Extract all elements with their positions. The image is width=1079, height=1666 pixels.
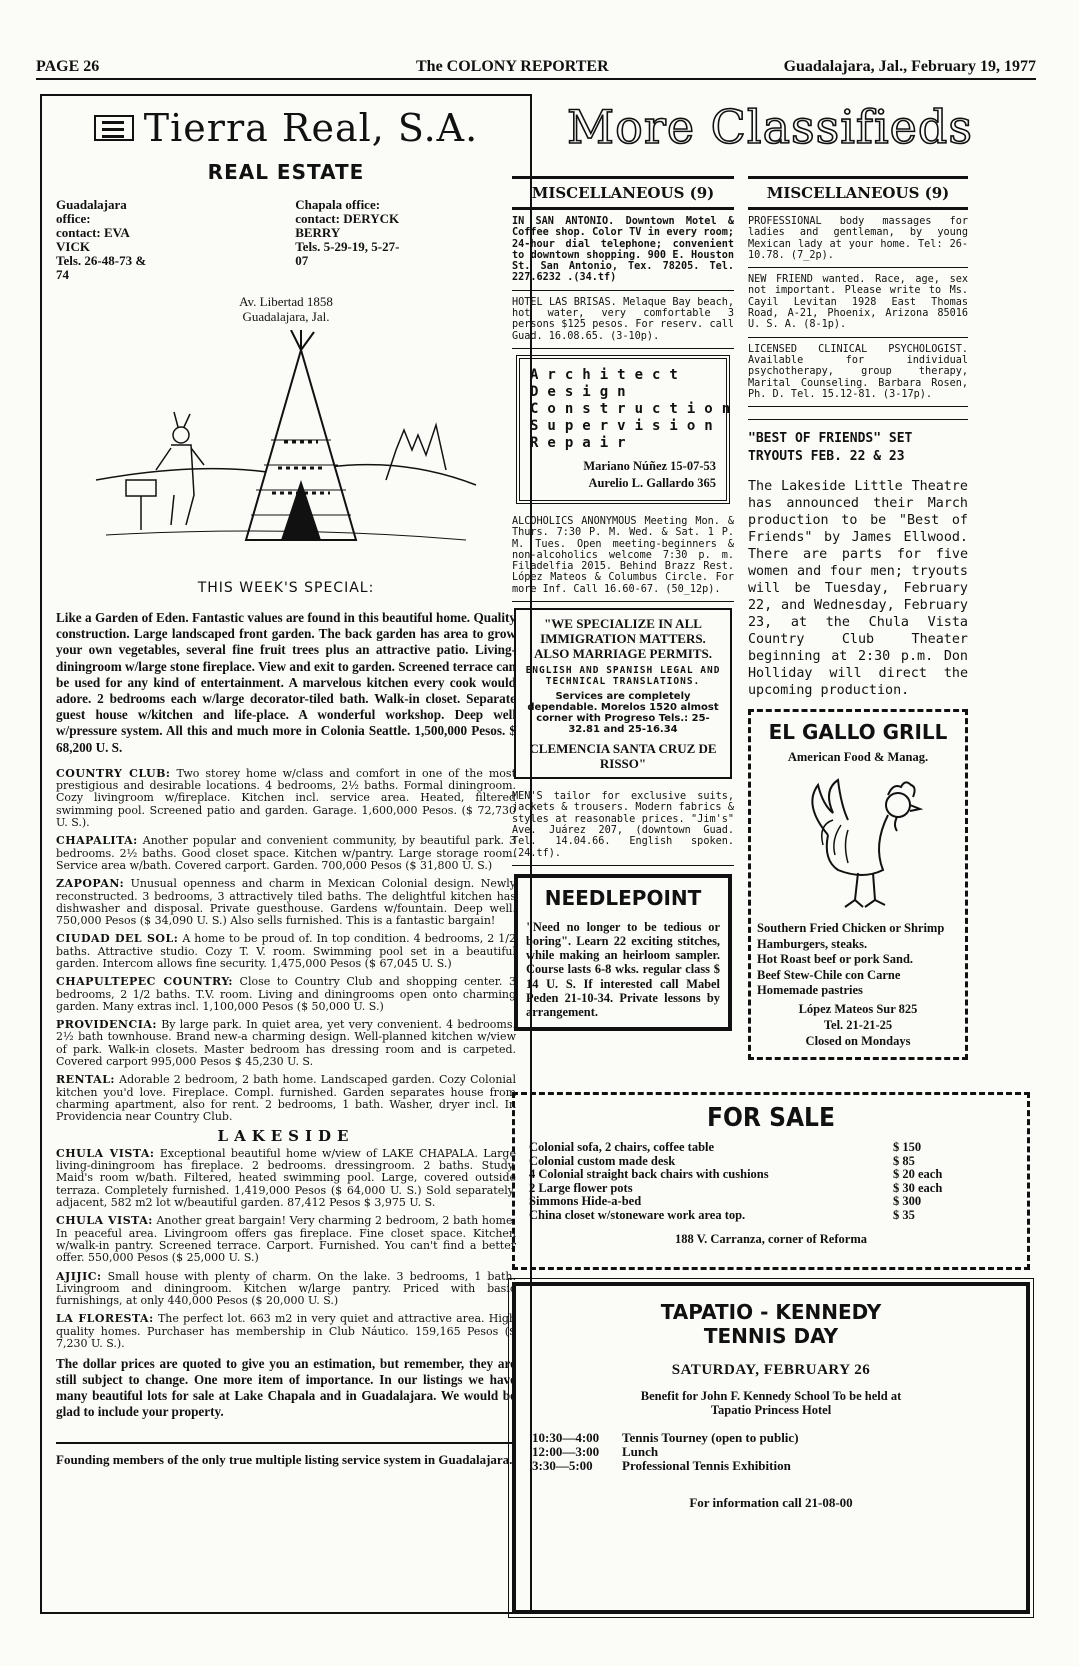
listing-name: AJIJIC: xyxy=(56,1269,102,1283)
address-line: Guadalajara, Jal. xyxy=(242,309,330,324)
listing xyxy=(56,1271,516,1308)
table-row xyxy=(529,1182,1013,1196)
listing-text: Two storey home w/class and comfort in one of the most prestigious and desirable locations. 4 bedrooms, 2½ baths. Formal diningroom. Cozy livingroom w/fireplace. Kitchen incl. service area. Heated, filtered swimming pool. Screened patio and garden. Garage. 1,600,000 Pesos. ($ 72,730 U. S.). xyxy=(56,766,516,830)
tennis-benefit: Benefit for John F. Kennedy School To be held at Tapatio Princess Hotel xyxy=(640,1389,902,1417)
listing xyxy=(56,976,516,1013)
listing-text: Exceptional beautiful home w/view of LAKE CHAPALA. Large living-diningroom has fireplace. 2 bedrooms. dressingroom. 2 baths. Study. Maid's room w/bath. Filtered, heated swimming pool. Large, covered outside terraza. Completely furnished. 1,419,000 Pesos ($ 64,000 U. S.) Sold separately, adjacent, 582 m2 lot w/beautiful garden. 87,412 Pesos $ 3,975 U. S. xyxy=(56,1146,516,1210)
for-sale-ad xyxy=(512,1092,1030,1270)
schedule-time: 12:00—3:00 xyxy=(532,1444,600,1459)
grill-menu xyxy=(757,921,959,999)
listing xyxy=(56,933,516,970)
office-line: Chapala office: xyxy=(295,197,381,212)
translation-line: ENGLISH AND SPANISH LEGAL AND TECHNICAL TRANSLATIONS. xyxy=(525,665,721,688)
office-line: contact: DERYCK BERRY xyxy=(295,211,400,240)
grill-phone: Tel. 21-21-25 xyxy=(823,1017,893,1032)
schedule-time: 10:30—4:00 xyxy=(532,1430,600,1445)
rooster-icon xyxy=(793,775,923,915)
item-price: $ 300 xyxy=(893,1194,922,1208)
service-line: Supervision xyxy=(530,417,722,434)
office-line: contact: EVA VICK xyxy=(56,225,130,254)
architect-contacts xyxy=(530,458,716,492)
service-line: Design xyxy=(530,383,635,400)
menu-item: Hamburgers, steaks. xyxy=(757,936,868,951)
section-heading: MISCELLANEOUS (9) xyxy=(748,176,968,210)
office-address xyxy=(56,294,516,324)
company-name: Tierra Real, S.A. xyxy=(143,106,479,150)
tennis-title xyxy=(532,1300,1010,1348)
menu-item: Hot Roast beef or pork Sand. xyxy=(757,952,914,967)
listing xyxy=(56,768,516,829)
listing-text: Unusual openness and charm in Mexican Colonial design. Newly reconstructed. 3 bedrooms, 3 attractively tiled baths. The delightful kitchen has dishwasher and disposal. Private guesthouse. Gardens w/fountain. Deep well. 750,000 Pesos ($ 34,090 U. S.) Also sells furnished. This is a fantastic bargain! xyxy=(56,877,516,928)
immigration-name: CLEMENCIA SANTA CRUZ DE RISSO" xyxy=(529,741,717,772)
listing-name: RENTAL: xyxy=(56,1073,115,1087)
grill-title: EL GALLO GRILL xyxy=(768,720,948,745)
classified-ad-massage: PROFESSIONAL body massages for ladies and gentleman, by young Mexican lady at your home. Tel: 26-10.78. (7_2p). xyxy=(748,210,968,268)
schedule-event: Professional Tennis Exhibition xyxy=(622,1458,791,1473)
classified-ad-hotel: HOTEL LAS BRISAS. Melaque Bay beach, hot water, very comfortable 3 persons $125 pesos. For reserv. call Guad. 16.08.65. (3-10p). xyxy=(512,291,734,349)
classified-ad-motel: IN SAN ANTONIO. Downtown Motel & Coffee shop. Color TV in every room; 24-hour dial telephone; convenient to downtown shopping. 900 E. Houston St. San Antonio, Tex. 78205. Tel. 227.6232 .(34.tf) xyxy=(512,210,734,291)
tennis-schedule xyxy=(532,1431,1010,1473)
listing-text: Close to Country Club and shopping center. 3 bedrooms, 2 1/2 baths. T.V. room. Living and diningrooms open onto charming garden. Many extras incl. 1,100,000 Pesos ($ 50,000 U. S.) xyxy=(56,975,516,1013)
company-title xyxy=(56,106,516,150)
classified-ad-friend: NEW FRIEND wanted. Race, age, sex not important. Please write to Ms. Cayil Levitan 1928 East Thomas Road, A-21, Phoenix, Arizona 85016 U. S. A. (8-1p). xyxy=(748,268,968,337)
item-price: $ 20 each xyxy=(893,1167,943,1181)
item-name: 4 Colonial straight back chairs with cushions xyxy=(529,1167,769,1181)
architect-ad xyxy=(516,355,740,504)
contact-line: Mariano Núñez 15-07-53 xyxy=(583,458,716,473)
listing xyxy=(56,835,516,872)
listing xyxy=(56,1074,516,1123)
listing-name: CHAPALITA: xyxy=(56,834,138,848)
for-sale-items xyxy=(529,1141,1013,1222)
item-name: Simmons Hide-a-bed xyxy=(529,1194,642,1208)
classifieds-column-1 xyxy=(512,176,740,1039)
tennis-info: For information call 21-08-00 xyxy=(689,1495,853,1510)
page-number: PAGE 26 xyxy=(36,58,100,75)
classified-ad-tailor: MEN'S tailor for exclusive suits, jackets & trousers. Modern fabrics & styles at reasonable prices. "Jim's" Ave. Juárez 207, (downtown Guad. Tel. 14.04.66. English spoken. (24.tf). xyxy=(512,785,734,866)
listing-name: COUNTRY CLUB: xyxy=(56,766,171,780)
item-name: Colonial sofa, 2 chairs, coffee table xyxy=(529,1140,715,1154)
closing-note: The dollar prices are quoted to give you an estimation, but remember, they are still subject to change. One more item of importance. In our listings we have many beautiful lots for sale at Lake Chapala and in Guadalajara. We would be glad to include your property. xyxy=(56,1356,516,1420)
el-gallo-grill-ad xyxy=(748,709,968,1060)
listings xyxy=(56,768,516,1350)
schedule-row xyxy=(532,1445,1010,1459)
listing-text: The perfect lot. 663 m2 in very quiet and attractive area. High quality homes. Purchaser has membership in Club Náutico. 159,165 Pesos ($ 7,230 U. S.). xyxy=(56,1312,517,1350)
founding-note: Founding members of the only true multiple listing service system in Guadalajara. xyxy=(56,1442,516,1467)
address-line: Av. Libertad 1858 xyxy=(239,294,333,309)
item-price: $ 150 xyxy=(893,1140,922,1154)
menu-item: Southern Fried Chicken or Shrimp xyxy=(757,921,945,936)
office-line: Tels. 5-29-19, 5-27-07 xyxy=(295,239,400,268)
needlepoint-body: "Need no longer to be tedious or boring". Learn 22 exciting stitches, while making an heirloom sampler. Course lasts 6-8 wks. regular class $ 14 U. S. If interested call Mabel Peden 21-10-34. Private lessons by arrangement. xyxy=(526,919,720,1020)
contact-line: Aurelio L. Gallardo 365 xyxy=(588,475,716,490)
table-row xyxy=(529,1141,1013,1155)
classifieds-column-2 xyxy=(748,176,968,1060)
listing-text: Adorable 2 bedroom, 2 bath home. Landscaped garden. Cozy Colonial kitchen you'd love. Fireplace. Compl. furnished. Garden separates house from charming apartment, also for rent. 2 bedrooms, 1 bath. Washer, dryer incl. In Providencia near Country Club. xyxy=(56,1073,516,1124)
service-line: Architect xyxy=(530,366,687,383)
tennis-title-line: TENNIS DAY xyxy=(703,1324,839,1348)
listing-name: CIUDAD DEL SOL: xyxy=(56,932,179,946)
schedule-row xyxy=(532,1431,1010,1445)
classified-ad-psychologist: LICENSED CLINICAL PSYCHOLOGIST. Available for individual psychotherapy, group therapy, Marital Counseling. Barbara Rosen, Ph. D. Tel. 15.12-81. (3-17p). xyxy=(748,338,968,407)
grill-contact xyxy=(757,1001,959,1049)
tennis-title-line: TAPATIO - KENNEDY xyxy=(660,1300,882,1324)
newspaper-name: The COLONY REPORTER xyxy=(416,58,609,75)
item-name: China closet w/stoneware work area top. xyxy=(529,1207,746,1222)
grill-address: López Mateos Sur 825 xyxy=(798,1001,918,1016)
tipi-illustration xyxy=(86,330,486,560)
classified-ad-aa: ALCOHOLICS ANONYMOUS Meeting Mon. & Thurs. 7:30 P. M. Wed. & Sat. 1 P. M. Tues. Open meeting-beginners & non-alcoholics welcome 7:30 p. m. Filadelfia 2015. Behind Brazz Rest. López Mateos & Columbus Circle. For more Inf. Call 16.60-67. (50_12p). xyxy=(512,510,734,602)
listing-name: LA FLORESTA: xyxy=(56,1312,154,1326)
office-line: Guadalajara office: xyxy=(56,197,127,226)
needlepoint-title: NEEDLEPOINT xyxy=(544,885,702,910)
guadalajara-office xyxy=(56,198,277,282)
company-logo-icon xyxy=(94,115,134,141)
company-subtitle: REAL ESTATE xyxy=(207,160,365,184)
table-row xyxy=(529,1155,1013,1169)
page-header xyxy=(36,56,1036,80)
listing xyxy=(56,1215,516,1264)
grill-subtitle: American Food & Manag. xyxy=(787,750,929,765)
immigration-heading: "WE SPECIALIZE IN ALL IMMIGRATION MATTERS. ALSO MARRIAGE PERMITS. xyxy=(533,616,713,662)
tennis-day-ad xyxy=(512,1282,1030,1614)
listing-text: A home to be proud of. In top condition. 4 bedrooms, 2 1/2 baths. Attractive studio. Cozy T. V. room. Swimming pool set in a beautiful garden. Intercom allows fine security. 1,475,000 Pesos ($ 67,045 U. S.) xyxy=(56,932,517,970)
listing xyxy=(56,1019,516,1068)
item-price: $ 85 xyxy=(893,1153,915,1168)
listing-text: Another great bargain! Very charming 2 bedroom, 2 bath home. In peaceful area. Livingroom offers gas fireplace. Fine closet space. Kitchen w/walk-in pantry. Screened terrace. Carport. Furnished. You can't find a better offer. 550,000 Pesos ($ 25,000 U. S.) xyxy=(56,1214,516,1265)
schedule-time: 3:30—5:00 xyxy=(532,1458,593,1473)
listing xyxy=(56,878,516,927)
table-row xyxy=(529,1195,1013,1209)
tennis-date: SATURDAY, FEBRUARY 26 xyxy=(671,1362,871,1378)
listing-text: Another popular and convenient community, by beautiful park. 3 bedrooms. 2½ baths. Good closet space. Kitchen w/pantry. Large storage room. Service area w/bath. Covered carport. Garden. 700,000 Pesos ($ 31,800 U. S.) xyxy=(56,834,517,872)
lakeside-heading: LAKESIDE xyxy=(217,1126,355,1145)
menu-item: Beef Stew-Chile con Carne xyxy=(757,967,901,982)
chapala-office xyxy=(295,198,516,282)
real-estate-ad xyxy=(40,94,532,1614)
theatre-article: The Lakeside Little Theatre has announced their March production to be "Best of Friends" by James Ellwood. There are parts for five women and four men; tryouts will be Tuesday, February 22, and Wednesday, February 23, at the Chula Vista Country Club Theater beginning at 2:30 p.m. Don Holliday will direct the upcoming production. xyxy=(748,479,968,699)
listing-text: Small house with plenty of charm. On the lake. 3 bedrooms, 1 bath. Livingroom and diningroom. Kitchen w/large pantry. Priced with basic furnishings, at only 440,000 Pesos ($ 20,000 U. S.) xyxy=(56,1269,516,1308)
dateline: Guadalajara, Jal., February 19, 1977 xyxy=(783,58,1036,75)
item-name: Colonial custom made desk xyxy=(529,1153,676,1168)
office-line: Tels. 26-48-73 & 74 xyxy=(56,253,147,282)
schedule-event: Lunch xyxy=(622,1444,659,1459)
immigration-ad xyxy=(514,608,732,779)
listing-name: PROVIDENCIA: xyxy=(56,1018,157,1032)
grill-hours: Closed on Mondays xyxy=(805,1033,911,1048)
item-price: $ 30 each xyxy=(893,1180,943,1195)
listing-name: CHULA VISTA: xyxy=(56,1146,155,1160)
immigration-contact: Services are completely dependable. Morelos 1520 almost corner with Progreso Tels.: 25-32.81 and 25-16.34 xyxy=(527,691,719,736)
schedule-event: Tennis Tourney (open to public) xyxy=(622,1430,799,1445)
section-heading: MISCELLANEOUS (9) xyxy=(512,176,734,210)
listing-name: ZAPOPAN: xyxy=(56,877,125,891)
item-price: $ 35 xyxy=(893,1207,915,1222)
item-name: 2 Large flower pots xyxy=(529,1180,633,1195)
classifieds-title: More Classifieds xyxy=(567,100,973,154)
theatre-headline: "BEST OF FRIENDS" SET TRYOUTS FEB. 22 & 23 xyxy=(748,419,968,466)
menu-item: Homemade pastries xyxy=(757,983,863,998)
listing xyxy=(56,1148,516,1209)
table-row xyxy=(529,1168,1013,1182)
for-sale-address: 188 V. Carranza, corner of Reforma xyxy=(675,1232,867,1246)
listing xyxy=(56,1313,516,1350)
listing-text: By large park. In quiet area, yet very convenient. 4 bedrooms. 2½ bath townhouse. Brand new-a charming design. Well-planned kitchen w/view of park. Walk-in closets. Master bedroom has dressing room and is carpeted. Covered carport 995,000 Pesos $ 45,230 U. S. xyxy=(56,1018,516,1069)
service-line: Repair xyxy=(530,434,635,451)
special-heading: THIS WEEK'S SPECIAL: xyxy=(197,580,375,596)
needlepoint-ad xyxy=(514,874,732,1031)
listing-name: CHAPULTEPEC COUNTRY: xyxy=(56,975,233,989)
special-description: Like a Garden of Eden. Fantastic values are found in this beautiful home. Quality construction. Large landscaped front garden. The back garden has area to grow your own vegetables, several fine fruit trees plus an attractive patio. Living-diningroom w/large stone fireplace. View and exit to garden. Screened terrace can be used for any kind of entertainment. A marvelous kitchen every cook would adore. 2 bedrooms each w/large decorator-tiled bath. Walk-in closet. Separate guest house w/kitchen and life-place. A wonderful workshop. Deep well w/pressure system. All this and much more in Colonia Seattle. 1,500,000 Pesos. $ 68,200 U. S. xyxy=(56,610,516,755)
schedule-row xyxy=(532,1459,1010,1473)
listing-name: CHULA VISTA: xyxy=(56,1214,153,1228)
for-sale-title: FOR SALE xyxy=(707,1103,835,1133)
table-row xyxy=(529,1209,1013,1223)
offices xyxy=(56,198,516,282)
service-line: Construction xyxy=(530,400,740,417)
